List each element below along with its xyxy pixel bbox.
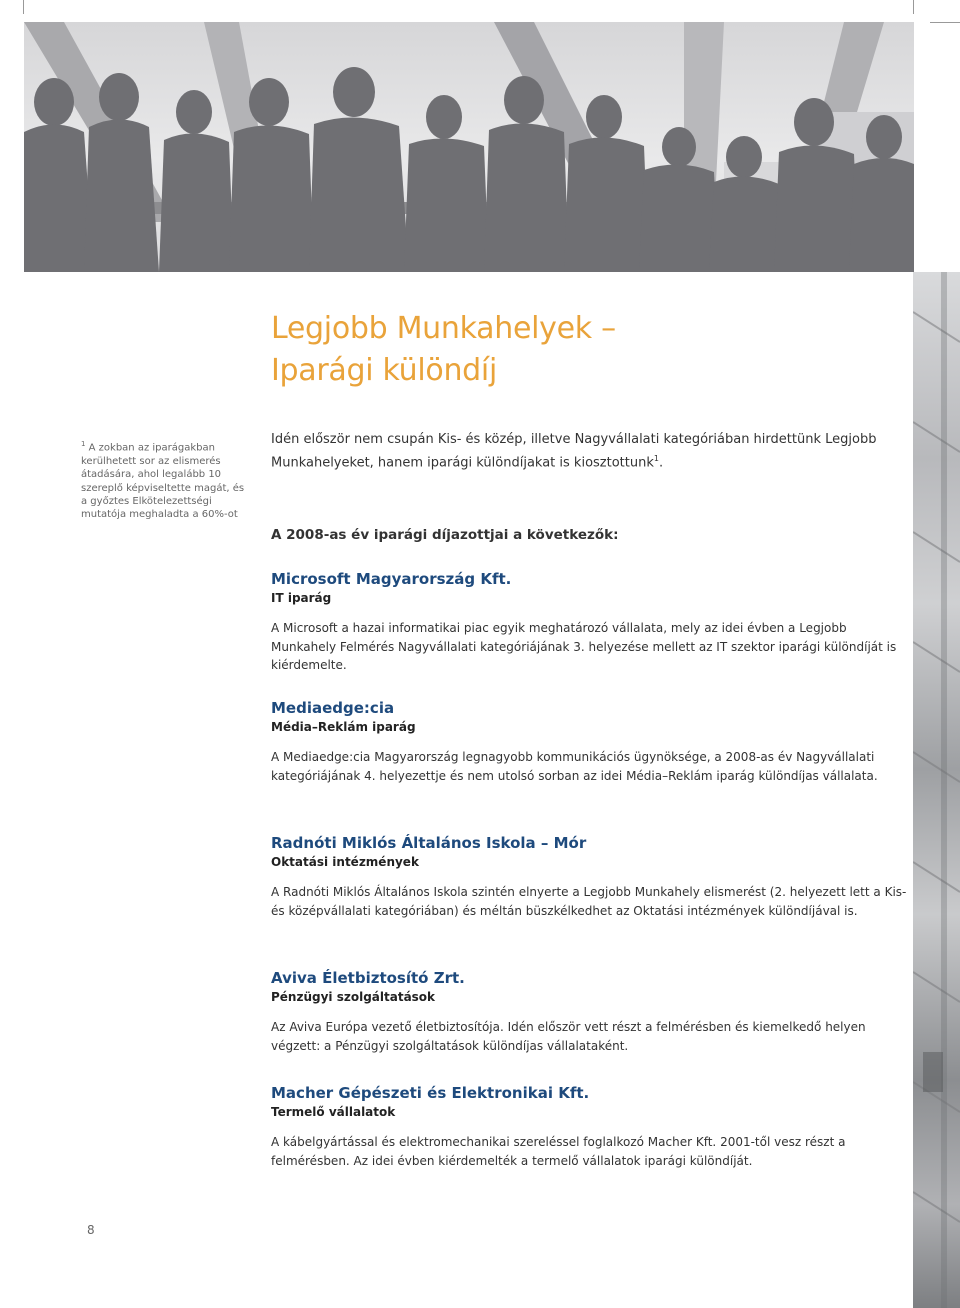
- industry-label: IT iparág: [271, 591, 332, 605]
- entry-description: A Radnóti Miklós Általános Iskola szintén elnyerte a Legjobb Munkahely elismerést (2. helyezett lett a Kis- és középvállalati kategóriában) és méltán büszkélkedhet az Oktatási intézmények különdíjával is.: [271, 885, 907, 918]
- company-name: Macher Gépészeti és Elektronikai Kft.: [271, 1084, 590, 1102]
- award-entry: [271, 569, 911, 675]
- intro-paragraph: [271, 430, 891, 472]
- intro-footnote-ref: 1: [653, 454, 659, 463]
- footnote-text: A zokban az iparágakban kerülhetett sor az elismerés átadására, ahol legalább 10 szereplő képviseltette magát, és a győztes Elkötelezettségi mutatója meghaladta a 60%-ot: [81, 442, 245, 521]
- footnote-marker: 1: [81, 440, 86, 448]
- entry-description: A kábelgyártással és elektromechanikai szereléssel foglalkozó Macher Kft. 2001-től vesz részt a felmérésben. Az idei évben kiérdemelték a termelő vállalatok iparági különdíját.: [271, 1135, 846, 1168]
- industry-label: Oktatási intézmények: [271, 855, 419, 869]
- crop-mark: [23, 0, 24, 14]
- page-title-line2: Iparági különdíj: [271, 353, 497, 388]
- intro-text: Idén először nem csupán Kis- és közép, illetve Nagyvállalati kategóriában hirdettünk Legjobb Munkahelyeket, hanem iparági különdíjakat is kiosztottunk: [271, 432, 877, 471]
- industry-label: Termelő vállalatok: [271, 1105, 396, 1119]
- industry-label: Pénzügyi szolgáltatások: [271, 990, 436, 1004]
- award-entry: [271, 968, 911, 1055]
- crop-mark: [913, 0, 914, 14]
- page-title: [271, 308, 616, 392]
- header-photo: [24, 22, 914, 272]
- side-photo-strip: [913, 272, 960, 1308]
- winners-lead: A 2008-as év iparági díjazottjai a következők:: [271, 527, 619, 543]
- entry-description: A Microsoft a hazai informatikai piac egyik meghatározó vállalata, mely az idei évben a Legjobb Munkahely Felmérés Nagyvállalati kategóriájának 3. helyezése mellett az IT szektor iparági különdíját is kiérdemelte.: [271, 621, 897, 672]
- entry-description: Az Aviva Európa vezető életbiztosítója. Idén először vett részt a felmérésben és kiemelkedő helyen végzett: a Pénzügyi szolgáltatások különdíjas vállalataként.: [271, 1020, 866, 1053]
- entry-description: A Mediaedge:cia Magyarország legnagyobb kommunikációs ügynöksége, a 2008-as év Nagyvállalati kategóriájának 4. helyezettje és nem utolsó sorban az idei Média–Reklám iparág különdíjas vállalata.: [271, 750, 878, 783]
- company-name: Radnóti Miklós Általános Iskola – Mór: [271, 834, 587, 852]
- award-entry: [271, 1083, 911, 1170]
- page-number: 8: [87, 1223, 95, 1237]
- company-name: Aviva Életbiztosító Zrt.: [271, 969, 465, 987]
- crop-mark: [930, 22, 960, 23]
- industry-label: Média–Reklám iparág: [271, 720, 416, 734]
- intro-block: [271, 430, 891, 472]
- award-entry: [271, 833, 911, 920]
- intro-end: .: [658, 455, 664, 471]
- footnote: [81, 438, 251, 522]
- page-title-line1: Legjobb Munkahelyek –: [271, 311, 616, 346]
- company-name: Mediaedge:cia: [271, 699, 395, 717]
- award-entry: [271, 698, 911, 785]
- company-name: Microsoft Magyarország Kft.: [271, 570, 512, 588]
